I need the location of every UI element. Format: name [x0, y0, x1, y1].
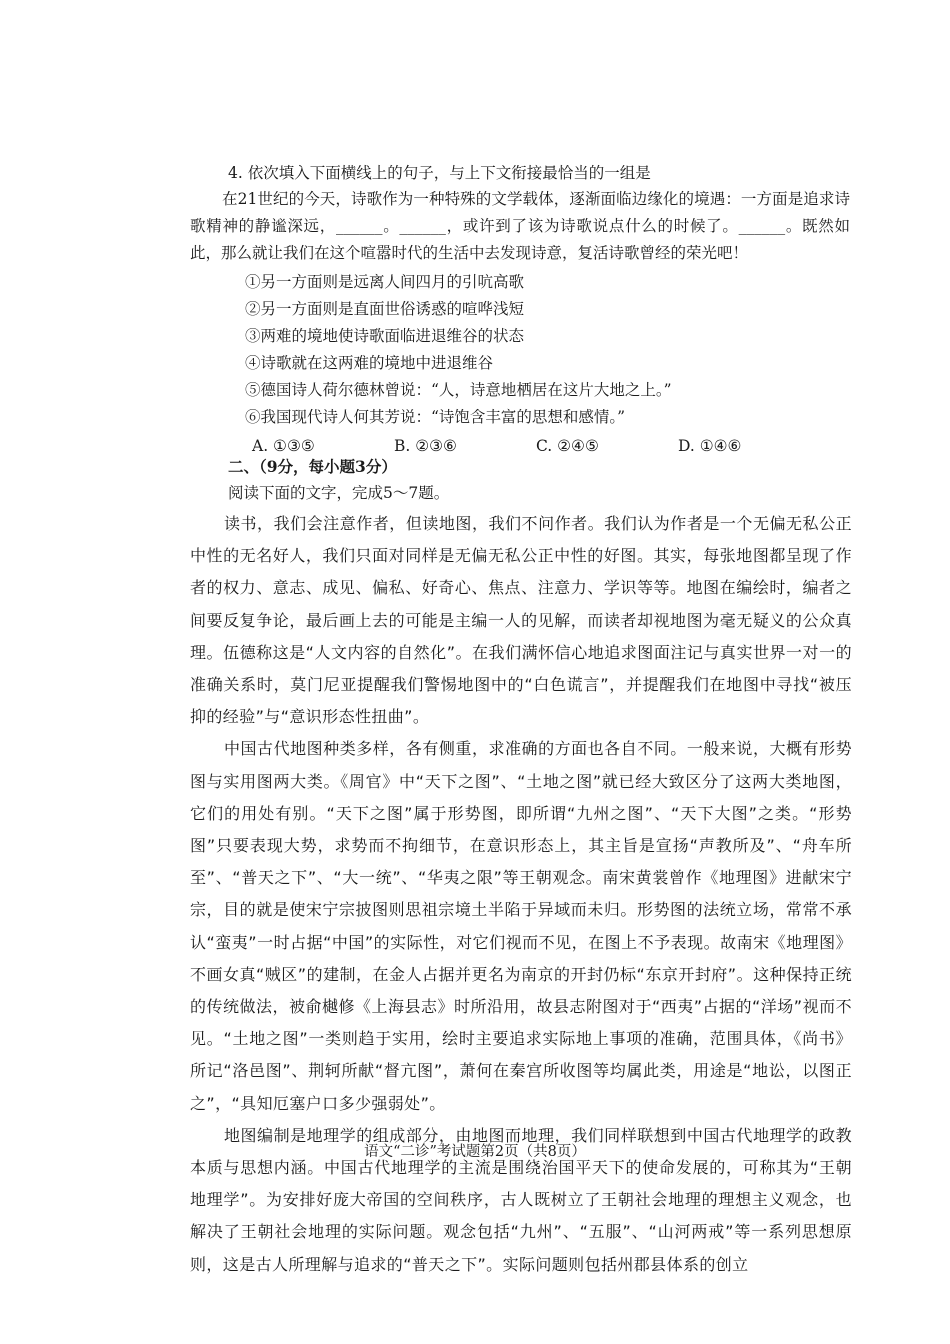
question-4-title: 4. 依次填入下面横线上的句子，与上下文衔接最恰当的一组是	[228, 164, 651, 182]
page-footer: 语文“二诊”考试题第2页（共8页）	[364, 1144, 586, 1160]
option-4: ④诗歌就在这两难的境地中进退维谷	[245, 354, 494, 372]
option-3: ③两难的境地使诗歌面临进退维谷的状态	[245, 327, 525, 345]
choice-d: D. ①④⑥	[678, 437, 742, 455]
question-4-options	[245, 269, 850, 431]
passage-paragraph-1: 读书，我们会注意作者，但读地图，我们不问作者。我们认为作者是一个无偏无私公正中性的无名好人，我们只面对同样是无偏无私公正中性的好图。其实，每张地图都呈现了作者的权力、意志、成见、偏私、好奇心、焦点、注意力、学识等等。地图在编绘时，编者之间要反复争论，最后画上去的可能是主编一人的见解，而读者却视地图为毫无疑义的公众真理。伍德称这是“人文内容的自然化”。在我们满怀信心地追求图面注记与真实世界一对一的准确关系时，莫门尼亚提醒我们警惕地图中的“白色谎言”，并提醒我们在地图中寻找“被压抑的经验”与“意识形态性扭曲”。	[190, 514, 852, 727]
option-2: ②另一方面则是直面世俗诱惑的喧哗浅短	[245, 300, 525, 318]
option-1: ①另一方面则是远离人间四月的引吭高歌	[245, 273, 525, 291]
passage-paragraph-3: 地图编制是地理学的组成部分，由地图而地理，我们同样联想到中国古代地理学的政教本质与思想内涵。中国古代地理学的主流是围绕治国平天下的使命发展的，可称其为“王朝地理学”。为安排好庞大帝国的空间秩序，古人既树立了王朝社会地理的理想主义观念，也解决了王朝社会地理的实际问题。观念包括“九州”、“五服”、“山河两戒”等一系列思想原则，这是古人所理解与追求的“普天之下”。实际问题则包括州郡县体系的创立	[190, 1125, 852, 1274]
section-2-instruction: 阅读下面的文字，完成5～7题。	[228, 484, 450, 502]
question-4	[190, 160, 850, 459]
section-2-heading: 二、（9分，每小题3分）	[228, 457, 397, 476]
option-5: ⑤德国诗人荷尔德林曾说：“人，诗意地栖居在这片大地之上。”	[245, 381, 672, 399]
choice-a: A. ①③⑤	[252, 437, 315, 455]
reading-passage	[190, 508, 852, 1281]
choice-b: B. ②③⑥	[394, 437, 457, 455]
option-6: ⑥我国现代诗人何其芳说：“诗饱含丰富的思想和感情。”	[245, 408, 626, 426]
choice-c: C. ②④⑤	[536, 437, 599, 455]
question-4-stem: 在21世纪的今天，诗歌作为一种特殊的文学载体，逐渐面临边缘化的境遇：一方面是追求诗歌精神的静谧深远，______。______，或许到了该为诗歌说点什么的时候了。______。既然如此，那么就让我们在这个喧嚣时代的生活中去发现诗意，复活诗歌曾经的荣光吧！	[190, 190, 850, 262]
passage-paragraph-2: 中国古代地图种类多样，各有侧重，求准确的方面也各自不同。一般来说，大概有形势图与实用图两大类。《周官》中“天下之图”、“土地之图”就已经大致区分了这两大类地图，它们的用处有别。“天下之图”属于形势图，即所谓“九州之图”、“天下大图”之类。“形势图”只要表现大势，求势而不拘细节，在意识形态上，其主旨是宣扬“声教所及”、“舟车所至”、“普天之下”、“大一统”、“华夷之限”等王朝观念。南宋黄裳曾作《地理图》进献宋宁宗，目的就是使宋宁宗披图则思祖宗境土半陷于异域而未归。形势图的法统立场，常常不承认“蛮夷”一时占据“中国”的实际性，对它们视而不见，在图上不予表现。故南宋《地理图》不画女真“贼区”的建制，在金人占据并更名为南京的开封仍标“东京开封府”。这种保持正统的传统做法，被俞樾修《上海县志》时所沿用，故县志附图对于“西夷”占据的“洋场”视而不见。“土地之图”一类则趋于实用，绘时主要追求实际地上事项的准确，范围具体，《尚书》所记“洛邑图”、荆轲所献“督亢图”，萧何在秦宫所收图等均属此类，用途是“地讼，以图正之”，“具知厄塞户口多少强弱处”。	[190, 739, 852, 1113]
